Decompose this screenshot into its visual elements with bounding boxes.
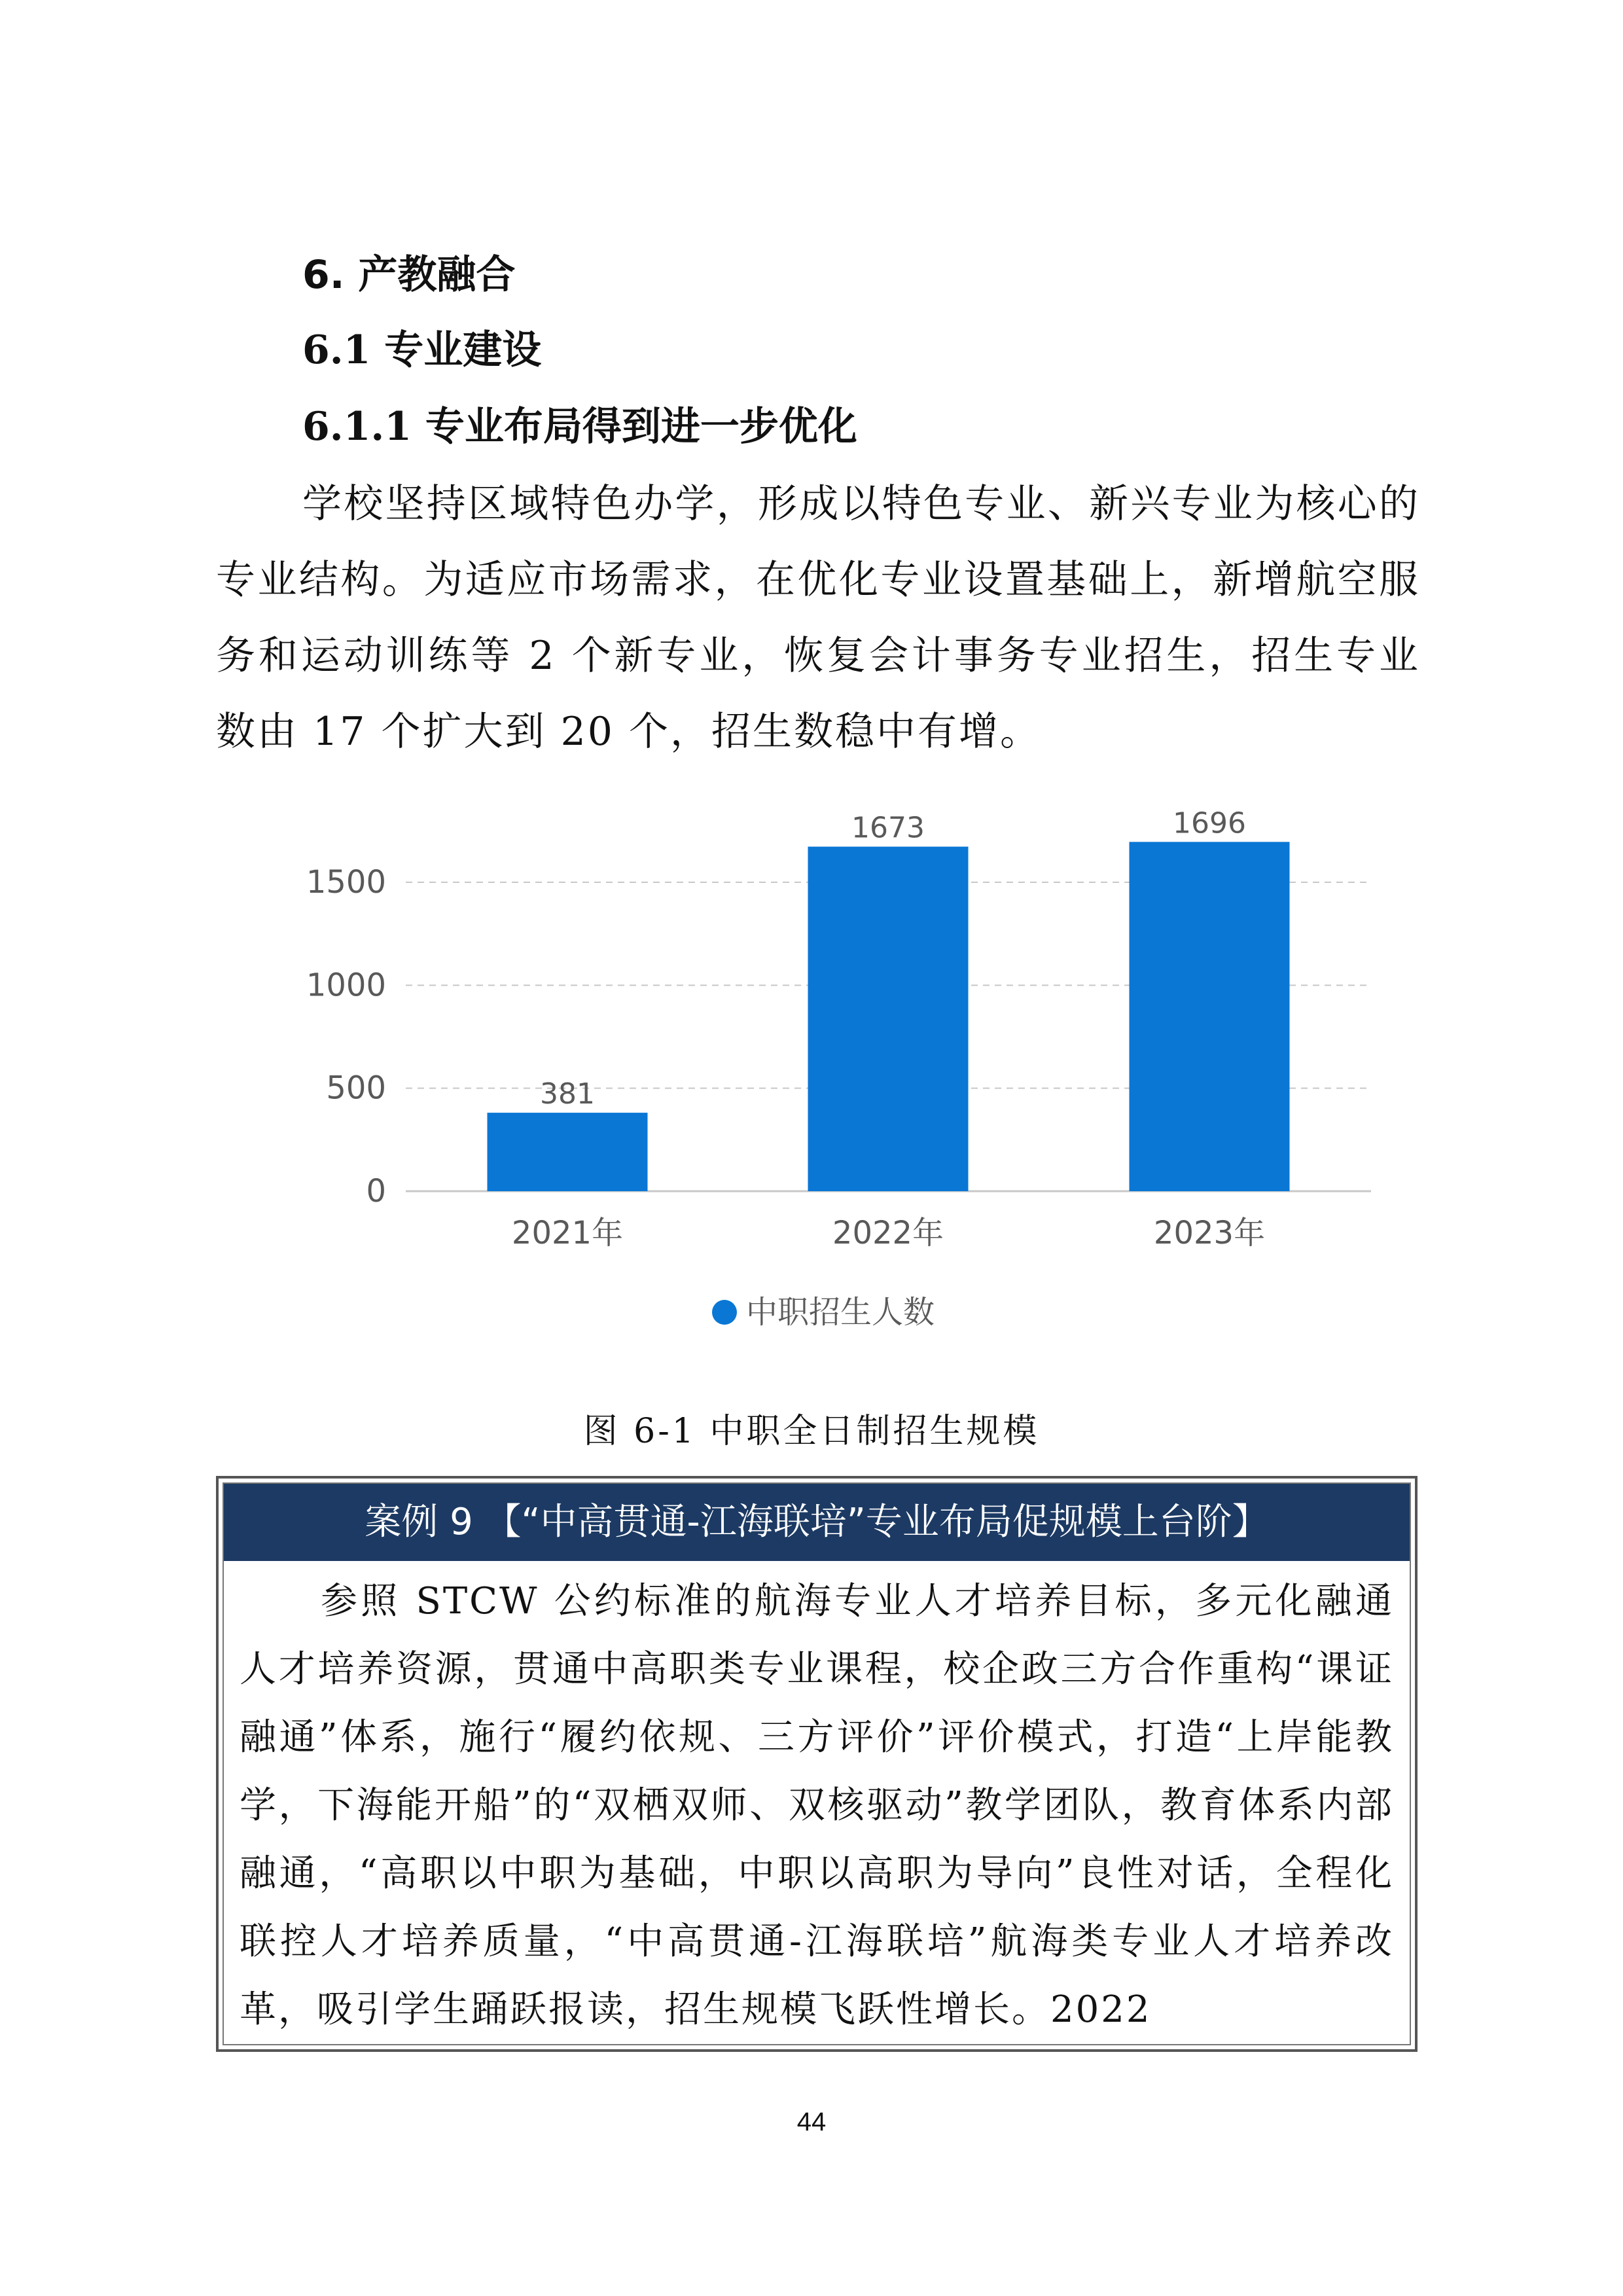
y-tick-label: 0	[366, 1173, 386, 1210]
y-tick-label: 1500	[306, 864, 386, 901]
chart-legend	[712, 1294, 935, 1331]
enrollment-bar-chart	[281, 795, 1394, 1371]
x-axis-ticks	[512, 1215, 1265, 1251]
x-tick-label: 2021年	[511, 1215, 624, 1251]
case-body-text: 参照 STCW 公约标准的航海专业人才培养目标，多元化融通人才培养资源，贯通中高职类专业课程，校企政三方合作重构“课证融通”体系，施行“履约依规、三方评价”评价模式，打造“上岸能教学，下海能开船”的“双栖双师、双核驱动”教学团队，教育体系内部融通，“高职以中职为基础，中职以高职为导向”良性对话，全程化联控人才培养质量，“中高贯通-江海联培”航海类专业人才培养改革，吸引学生踊跃报读，招生规模飞跃性增长。2022	[240, 1580, 1394, 2031]
section-heading: 6. 产教融合	[302, 252, 516, 298]
subsubsection-heading: 6.1.1 专业布局得到进一步优化	[302, 404, 857, 450]
bar-data-label: 381	[540, 1077, 595, 1111]
bar	[1130, 842, 1290, 1191]
y-tick-label: 1000	[306, 967, 386, 1004]
bar-data-label: 1696	[1173, 806, 1246, 840]
case-box	[216, 1476, 1418, 2052]
bar-data-label: 1673	[851, 811, 925, 845]
subsection-heading: 6.1 专业建设	[302, 327, 542, 373]
case-box-frame	[223, 1482, 1411, 2045]
y-axis-ticks	[306, 864, 386, 1210]
chart-bars	[488, 806, 1290, 1191]
page-number: 44	[796, 2108, 827, 2136]
case-title: 案例 9 【“中高贯通-江海联培”专业布局促规模上台阶】	[224, 1484, 1410, 1561]
figure-caption: 图 6-1 中职全日制招生规模	[583, 1412, 1040, 1451]
legend-label: 中职招生人数	[746, 1294, 935, 1331]
x-tick-label: 2022年	[832, 1215, 944, 1251]
legend-marker	[712, 1300, 737, 1325]
bar	[808, 847, 969, 1191]
bar	[488, 1113, 648, 1191]
body-paragraph: 学校坚持区域特色办学，形成以特色专业、新兴专业为核心的专业结构。为适应市场需求，在优化专业设置基础上，新增航空服务和运动训练等 2 个新专业，恢复会计事务专业招生，招生专业数由 17 个扩大到 20 个，招生数稳中有增。	[216, 481, 1420, 755]
y-tick-label: 500	[326, 1069, 386, 1107]
x-tick-label: 2023年	[1153, 1215, 1266, 1251]
